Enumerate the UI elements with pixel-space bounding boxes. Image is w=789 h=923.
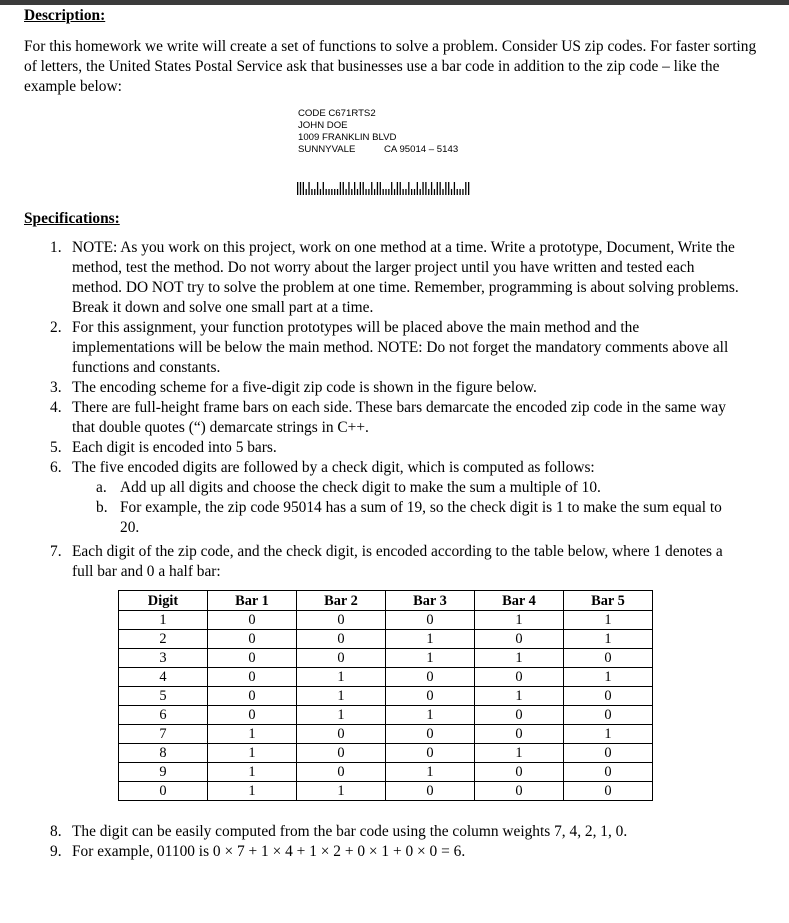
- bar-cell: 1: [564, 668, 653, 687]
- header-bar-3: Bar 3: [386, 591, 475, 611]
- item-number: 8.: [50, 823, 62, 840]
- table-row: [119, 687, 653, 706]
- full-bar: [465, 182, 466, 195]
- encoding-table: [118, 590, 653, 801]
- half-bar: [405, 189, 406, 195]
- table-row: [119, 630, 653, 649]
- bar-cell: 0: [386, 611, 475, 630]
- full-bar: [354, 182, 355, 195]
- bar-cell: 1: [475, 649, 564, 668]
- bar-cell: 1: [208, 763, 297, 782]
- header-digit: Digit: [119, 591, 208, 611]
- full-bar: [340, 182, 341, 195]
- header-bar-2: Bar 2: [297, 591, 386, 611]
- item-number: 2.: [50, 319, 62, 336]
- full-bar: [408, 182, 409, 195]
- sub-item-text: For example, the zip code 95014 has a sum of 19, so the check digit is 1 to make the sum equal to 20.: [120, 499, 722, 536]
- digit-cell: 7: [119, 725, 208, 744]
- full-bar: [431, 182, 432, 195]
- bar-cell: 0: [475, 630, 564, 649]
- table-row: [119, 668, 653, 687]
- bar-cell: 1: [475, 687, 564, 706]
- half-bar: [326, 189, 327, 195]
- full-bar: [400, 182, 401, 195]
- half-bar: [320, 189, 321, 195]
- bar-cell: 1: [386, 763, 475, 782]
- item-text: For example, 01100 is 0 × 7 + 1 × 4 + 1 × 2 + 0 × 1 + 0 × 0 = 6.: [72, 843, 466, 860]
- half-bar: [314, 189, 315, 195]
- sub-item-letter: a.: [96, 479, 107, 496]
- bar-cell: 0: [386, 782, 475, 801]
- bar-cell: 1: [475, 744, 564, 763]
- full-bar: [308, 182, 309, 195]
- item-text: Each digit is encoded into 5 bars.: [72, 439, 277, 456]
- full-bar: [425, 182, 426, 195]
- bar-cell: 0: [297, 630, 386, 649]
- address-city: SUNNYVALE: [298, 144, 356, 155]
- bar-cell: 1: [564, 630, 653, 649]
- item-text: The digit can be easily computed from the bar code using the column weights 7, 4, 2, 1, 0.: [72, 823, 628, 840]
- half-bar: [368, 189, 369, 195]
- item-text: For this assignment, your function prototypes will be placed above the main method and the implementations will be below the main method. NOTE: Do not forget the mandatory comments above all functions and constants.: [72, 319, 729, 376]
- bar-cell: 1: [297, 782, 386, 801]
- digit-cell: 4: [119, 668, 208, 687]
- bar-cell: 1: [297, 687, 386, 706]
- bar-cell: 1: [564, 725, 653, 744]
- sub-list-item: [0, 478, 740, 498]
- bar-cell: 0: [475, 782, 564, 801]
- half-bar: [402, 189, 403, 195]
- sub-item-letter: b.: [96, 499, 108, 516]
- bar-cell: 0: [297, 763, 386, 782]
- table-row: [119, 649, 653, 668]
- bar-cell: 1: [208, 725, 297, 744]
- digit-cell: 6: [119, 706, 208, 725]
- bar-cell: 1: [297, 706, 386, 725]
- digit-cell: 0: [119, 782, 208, 801]
- list-item: [0, 842, 742, 862]
- item-number: 3.: [50, 379, 62, 396]
- item-number: 7.: [50, 543, 62, 560]
- half-bar: [385, 189, 386, 195]
- list-item: [0, 458, 742, 538]
- bar-cell: 1: [475, 611, 564, 630]
- full-bar: [348, 182, 349, 195]
- digit-cell: 1: [119, 611, 208, 630]
- bar-cell: 1: [386, 706, 475, 725]
- full-bar: [397, 182, 398, 195]
- bar-cell: 0: [475, 763, 564, 782]
- item-number: 4.: [50, 399, 62, 416]
- address-street-line: 1009 FRANKLIN BLVD: [298, 132, 397, 143]
- table-row: [119, 763, 653, 782]
- bar-cell: 0: [564, 687, 653, 706]
- half-bar: [428, 189, 429, 195]
- list-item: [0, 438, 742, 458]
- top-border: [0, 0, 789, 5]
- table-row: [119, 706, 653, 725]
- bar-cell: 0: [475, 725, 564, 744]
- bar-cell: 0: [386, 687, 475, 706]
- bar-cell: 1: [208, 744, 297, 763]
- half-bar: [374, 189, 375, 195]
- half-bar: [351, 189, 352, 195]
- full-bar: [422, 182, 423, 195]
- full-bar: [380, 182, 381, 195]
- bar-cell: 0: [208, 630, 297, 649]
- half-bar: [457, 189, 458, 195]
- item-text: The encoding scheme for a five-digit zip code is shown in the figure below.: [72, 379, 537, 396]
- sub-list-item: [0, 498, 740, 538]
- bar-cell: 0: [208, 649, 297, 668]
- full-bar: [323, 182, 324, 195]
- item-number: 9.: [50, 843, 62, 860]
- postal-barcode: [297, 182, 477, 195]
- item-number: 1.: [50, 239, 62, 256]
- item-text: The five encoded digits are followed by a check digit, which is computed as follows:: [72, 459, 595, 476]
- bar-cell: 1: [297, 668, 386, 687]
- bar-cell: 0: [208, 668, 297, 687]
- header-bar-1: Bar 1: [208, 591, 297, 611]
- address-state-zip: CA 95014 – 5143: [384, 144, 459, 155]
- half-bar: [388, 189, 389, 195]
- bar-cell: 0: [475, 668, 564, 687]
- half-bar: [311, 189, 312, 195]
- half-bar: [328, 189, 329, 195]
- bar-cell: 0: [297, 725, 386, 744]
- half-bar: [306, 189, 307, 195]
- full-bar: [377, 182, 378, 195]
- digit-cell: 2: [119, 630, 208, 649]
- half-bar: [451, 189, 452, 195]
- digit-cell: 9: [119, 763, 208, 782]
- bar-cell: 0: [564, 649, 653, 668]
- digit-cell: 5: [119, 687, 208, 706]
- item-text: NOTE: As you work on this project, work on one method at a time. Write a prototype, Document, Write the method, test the method. Do not worry about the larger project until you have written and tested each method. DO NOT try to solve the problem at one time. Remember, programming is about solving problems. Break it down and solve one small part at a time.: [72, 239, 739, 316]
- bar-cell: 0: [297, 611, 386, 630]
- description-paragraph: For this homework we write will create a set of functions to solve a problem. Consider US zip codes. For faster sorting of letters, the United States Postal Service ask that businesses use a bar code in addition to the zip code – like the example below:: [24, 38, 757, 95]
- address-block: [298, 108, 458, 156]
- item-number: 5.: [50, 439, 62, 456]
- address-city-line: [298, 144, 458, 156]
- half-bar: [434, 189, 435, 195]
- weights-list: [0, 822, 789, 862]
- description-heading: Description:: [24, 7, 106, 24]
- half-bar: [420, 189, 421, 195]
- half-bar: [331, 189, 332, 195]
- bar-cell: 0: [564, 744, 653, 763]
- half-bar: [394, 189, 395, 195]
- half-bar: [334, 189, 335, 195]
- bar-cell: 1: [208, 782, 297, 801]
- full-bar: [417, 182, 418, 195]
- bar-cell: 0: [297, 744, 386, 763]
- full-bar: [448, 182, 449, 195]
- item-number: 6.: [50, 459, 62, 476]
- full-bar: [440, 182, 441, 195]
- full-bar: [371, 182, 372, 195]
- half-bar: [365, 189, 366, 195]
- list-item: [0, 318, 742, 378]
- list-item: [0, 822, 742, 842]
- half-bar: [411, 189, 412, 195]
- bar-cell: 0: [386, 725, 475, 744]
- full-bar: [437, 182, 438, 195]
- half-bar: [462, 189, 463, 195]
- full-bar: [360, 182, 361, 195]
- address-code-line: CODE C671RTS2: [298, 108, 376, 119]
- full-bar: [297, 182, 298, 195]
- check-digit-sublist: [72, 478, 742, 538]
- bar-cell: 0: [386, 744, 475, 763]
- bar-cell: 0: [386, 668, 475, 687]
- full-bar: [445, 182, 446, 195]
- address-name-line: JOHN DOE: [298, 120, 348, 131]
- bar-cell: 1: [386, 630, 475, 649]
- bar-cell: 1: [386, 649, 475, 668]
- half-bar: [383, 189, 384, 195]
- full-bar: [303, 182, 304, 195]
- table-row: [119, 725, 653, 744]
- digit-cell: 8: [119, 744, 208, 763]
- list-item: [0, 238, 742, 318]
- digit-cell: 3: [119, 649, 208, 668]
- bar-cell: 0: [564, 763, 653, 782]
- list-item: [0, 398, 742, 438]
- header-bar-5: Bar 5: [564, 591, 653, 611]
- full-bar: [317, 182, 318, 195]
- specifications-list: [0, 238, 789, 582]
- full-bar: [468, 182, 469, 195]
- bar-cell: 0: [564, 706, 653, 725]
- full-bar: [391, 182, 392, 195]
- item-text: Each digit of the zip code, and the check digit, is encoded according to the table below, where 1 denotes a full bar and 0 a half bar:: [72, 543, 723, 580]
- full-bar: [300, 182, 301, 195]
- bar-cell: 0: [208, 611, 297, 630]
- bar-cell: 0: [564, 782, 653, 801]
- list-item: [0, 542, 742, 582]
- full-bar: [454, 182, 455, 195]
- bar-cell: 0: [475, 706, 564, 725]
- item-text: There are full-height frame bars on each side. These bars demarcate the encoded zip code in the same way that double quotes (“) demarcate strings in C++.: [72, 399, 726, 436]
- bar-cell: 0: [208, 706, 297, 725]
- sub-item-text: Add up all digits and choose the check digit to make the sum a multiple of 10.: [120, 479, 601, 496]
- half-bar: [442, 189, 443, 195]
- bar-cell: 0: [297, 649, 386, 668]
- table-row: [119, 744, 653, 763]
- half-bar: [337, 189, 338, 195]
- table-row: [119, 782, 653, 801]
- list-item: [0, 378, 742, 398]
- half-bar: [459, 189, 460, 195]
- half-bar: [357, 189, 358, 195]
- header-bar-4: Bar 4: [475, 591, 564, 611]
- half-bar: [345, 189, 346, 195]
- half-bar: [414, 189, 415, 195]
- full-bar: [343, 182, 344, 195]
- full-bar: [363, 182, 364, 195]
- bar-cell: 0: [208, 687, 297, 706]
- table-row: [119, 611, 653, 630]
- table-header-row: [119, 591, 653, 611]
- specifications-heading: Specifications:: [24, 210, 120, 227]
- bar-cell: 1: [564, 611, 653, 630]
